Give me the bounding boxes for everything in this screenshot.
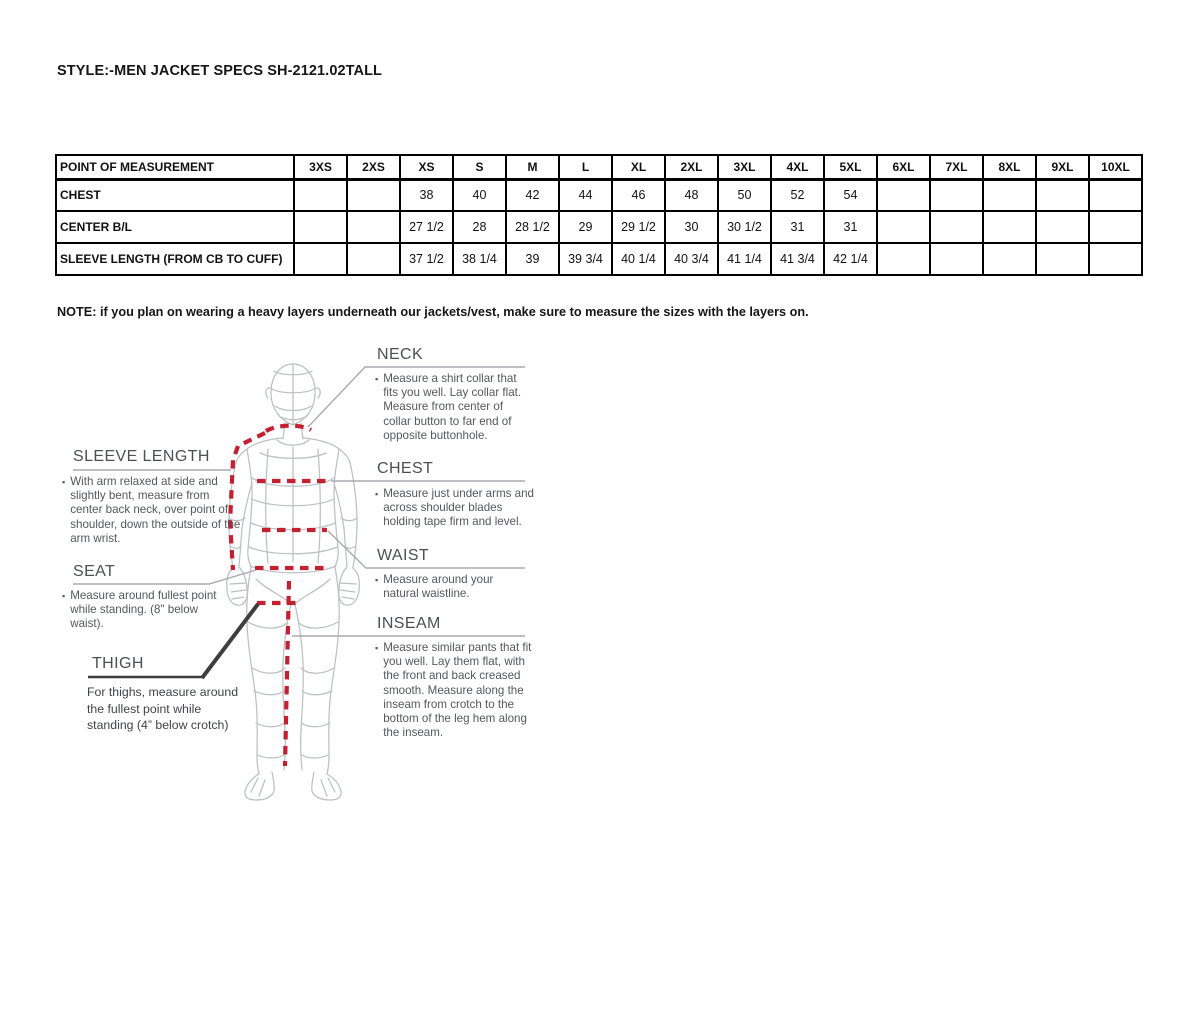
size-table-header-row — [56, 155, 1142, 179]
col-header-size-6xl: 6XL — [877, 155, 930, 179]
size-value-cell — [1036, 211, 1089, 243]
size-value-cell: 42 1/4 — [824, 243, 877, 275]
size-value-cell — [877, 179, 930, 211]
size-value-cell: 50 — [718, 179, 771, 211]
col-header-size-m: M — [506, 155, 559, 179]
col-header-size-7xl: 7XL — [930, 155, 983, 179]
size-value-cell — [1036, 179, 1089, 211]
size-value-cell — [1089, 179, 1142, 211]
size-value-cell: 30 — [665, 211, 718, 243]
size-value-cell: 28 — [453, 211, 506, 243]
size-value-cell: 46 — [612, 179, 665, 211]
seat-description: Measure around fullest point while standing. (8" below waist). — [70, 589, 217, 631]
size-value-cell — [347, 243, 400, 275]
col-header-size-s: S — [453, 155, 506, 179]
size-value-cell: 41 3/4 — [771, 243, 824, 275]
size-value-cell: 54 — [824, 179, 877, 211]
size-value-cell — [877, 243, 930, 275]
col-header-size-xs: XS — [400, 155, 453, 179]
size-value-cell — [930, 179, 983, 211]
row-label: CHEST — [56, 179, 294, 211]
col-header-size-3xl: 3XL — [718, 155, 771, 179]
size-value-cell — [983, 179, 1036, 211]
bullet-icon: ▪ — [375, 489, 379, 499]
row-label: SLEEVE LENGTH (FROM CB TO CUFF) — [56, 243, 294, 275]
row-label: CENTER B/L — [56, 211, 294, 243]
size-value-cell: 38 1/4 — [453, 243, 506, 275]
chest-description: Measure just under arms and across shoulder blades holding tape firm and level. — [383, 487, 534, 529]
size-value-cell — [930, 211, 983, 243]
size-value-cell: 31 — [771, 211, 824, 243]
size-value-cell: 30 1/2 — [718, 211, 771, 243]
bullet-icon: ▪ — [375, 575, 379, 585]
seat-label: SEAT — [73, 563, 116, 580]
size-value-cell: 31 — [824, 211, 877, 243]
size-value-cell: 29 1/2 — [612, 211, 665, 243]
size-value-cell: 42 — [506, 179, 559, 211]
size-value-cell: 52 — [771, 179, 824, 211]
neck-measure-line — [266, 426, 311, 431]
sleeve-length-label: SLEEVE LENGTH — [73, 448, 210, 465]
sleeve-length-description: With arm relaxed at side and slightly bent, measure from center back neck, over point of shoulder, down the outside of the arm wrist. — [70, 475, 241, 545]
table-row — [56, 179, 1142, 211]
size-value-cell — [1036, 243, 1089, 275]
inseam-description: Measure similar pants that fit you well. Lay them flat, with the front and back creased smooth. Measure along the inseam from crotch to the bottom of the leg hem along the inseam. — [383, 641, 532, 740]
bullet-icon: ▪ — [62, 477, 66, 487]
page-title: STYLE:-MEN JACKET SPECS SH-2121.02TALL — [57, 63, 383, 79]
col-header-size-8xl: 8XL — [983, 155, 1036, 179]
size-table — [55, 154, 1143, 276]
col-header-size-2xl: 2XL — [665, 155, 718, 179]
size-value-cell: 39 3/4 — [559, 243, 612, 275]
thigh-description: For thighs, measure around the fullest point while standing (4” below crotch) — [87, 685, 239, 732]
body-figure — [227, 364, 360, 800]
col-header-size-l: L — [559, 155, 612, 179]
waist-label: WAIST — [377, 547, 430, 564]
size-value-cell: 27 1/2 — [400, 211, 453, 243]
size-value-cell: 44 — [559, 179, 612, 211]
size-value-cell: 39 — [506, 243, 559, 275]
neck-label: NECK — [377, 346, 424, 363]
inseam-measure-line — [285, 581, 289, 766]
col-header-size-5xl: 5XL — [824, 155, 877, 179]
size-value-cell — [294, 179, 347, 211]
size-value-cell — [983, 211, 1036, 243]
size-value-cell: 40 3/4 — [665, 243, 718, 275]
thigh-label: THIGH — [92, 655, 144, 672]
size-value-cell: 48 — [665, 179, 718, 211]
size-value-cell: 29 — [559, 211, 612, 243]
size-value-cell: 40 1/4 — [612, 243, 665, 275]
col-header-size-xl: XL — [612, 155, 665, 179]
col-header-size-10xl: 10XL — [1089, 155, 1142, 179]
col-header-point-of-measurement: POINT OF MEASUREMENT — [56, 155, 294, 179]
size-value-cell — [983, 243, 1036, 275]
col-header-size-3xs: 3XS — [294, 155, 347, 179]
col-header-size-4xl: 4XL — [771, 155, 824, 179]
size-value-cell — [294, 243, 347, 275]
size-value-cell — [347, 179, 400, 211]
table-row — [56, 243, 1142, 275]
note-text: NOTE: if you plan on wearing a heavy layers underneath our jackets/vest, make sure to measure the sizes with the layers on. — [57, 305, 809, 319]
waist-description: Measure around your natural waistline. — [383, 573, 494, 601]
size-value-cell — [294, 211, 347, 243]
size-value-cell: 28 1/2 — [506, 211, 559, 243]
bullet-icon: ▪ — [375, 643, 379, 653]
inseam-label: INSEAM — [377, 615, 441, 632]
col-header-size-9xl: 9XL — [1036, 155, 1089, 179]
col-header-size-2xs: 2XS — [347, 155, 400, 179]
size-value-cell — [930, 243, 983, 275]
chest-label: CHEST — [377, 460, 434, 477]
table-row — [56, 211, 1142, 243]
bullet-icon: ▪ — [62, 591, 66, 601]
size-value-cell — [347, 211, 400, 243]
neck-description: Measure a shirt collar that fits you well. Lay collar flat. Measure from center of collar button to far end of opposite buttonhole. — [383, 372, 522, 442]
size-value-cell: 37 1/2 — [400, 243, 453, 275]
size-value-cell — [877, 211, 930, 243]
size-value-cell: 40 — [453, 179, 506, 211]
size-value-cell — [1089, 243, 1142, 275]
size-value-cell: 41 1/4 — [718, 243, 771, 275]
bullet-icon: ▪ — [375, 374, 379, 384]
size-value-cell — [1089, 211, 1142, 243]
size-value-cell: 38 — [400, 179, 453, 211]
